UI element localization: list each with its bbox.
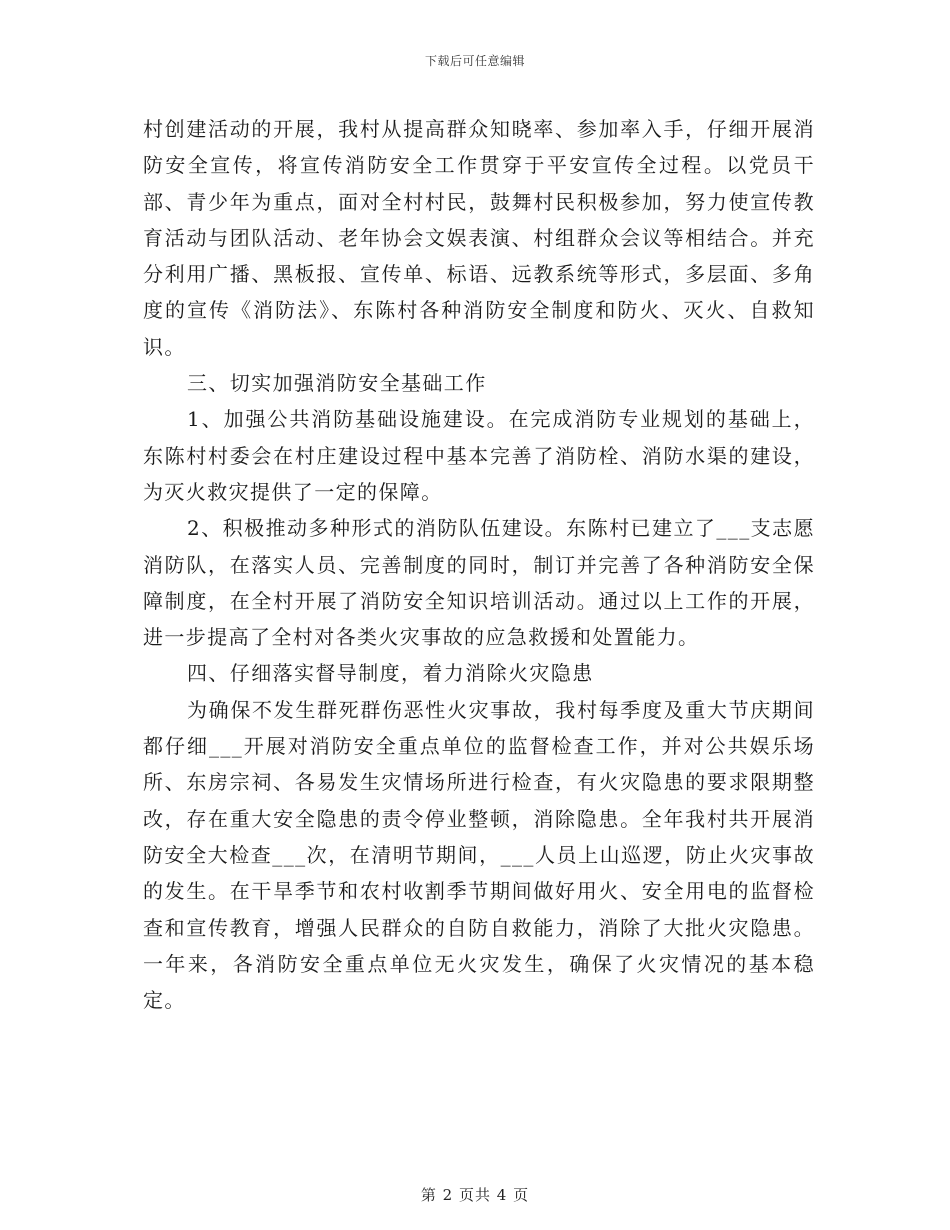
document-body bbox=[143, 111, 815, 1018]
paragraph-intro-continued: 村创建活动的开展，我村从提高群众知晓率、参加率入手，仔细开展消防安全宣传，将宣传消防安全工作贯穿于平安宣传全过程。以党员干部、青少年为重点，面对全村村民，鼓舞村民积极参加，努力使宣传教育活动与团队活动、老年协会文娱表演、村组群众会议等相结合。并充分利用广播、黑板报、宣传单、标语、远教系统等形式，多层面、多角度的宣传《消防法》、东陈村各种消防安全制度和防火、灭火、自救知识。 bbox=[143, 117, 815, 359]
section-heading-3: 三、切实加强消防安全基础工作 bbox=[187, 371, 487, 396]
paragraph-inspection: 为确保不发生群死群伤恶性火灾事故，我村每季度及重大节庆期间都仔细___开展对消防安全重点单位的监督检查工作，并对公共娱乐场所、东房宗祠、各易发生灾情场所进行检查，有火灾隐患的要求限期整改，存在重大安全隐患的责令停业整顿，消除隐患。全年我村共开展消防安全大检查___次，在清明节期间，___人员上山巡逻，防止火灾事故的发生。在干旱季节和农村收割季节期间做好用火、安全用电的监督检查和宣传教育，增强人民群众的自防自救能力，消除了大批火灾隐患。一年来，各消防安全重点单位无火灾发生，确保了火灾情况的基本稳定。 bbox=[143, 697, 815, 1013]
page-number-footer: 第 2 页共 4 页 bbox=[420, 1186, 530, 1204]
paragraph-fire-brigade: 2、积极推动多种形式的消防队伍建设。东陈村已建立了___支志愿消防队，在落实人员、完善制度的同时，制订并完善了各种消防安全保障制度，在全村开展了消防安全知识培训活动。通过以上工作的开展，进一步提高了全村对各类火灾事故的应急救援和处置能力。 bbox=[143, 516, 815, 650]
section-heading-4: 四、仔细落实督导制度，着力消除火灾隐患 bbox=[187, 661, 594, 686]
page-header: 下载后可任意编辑 bbox=[424, 54, 525, 68]
paragraph-infrastructure: 1、加强公共消防基础设施建设。在完成消防专业规划的基础上，东陈村村委会在村庄建设过程中基本完善了消防栓、消防水渠的建设，为灭火救灾提供了一定的保障。 bbox=[143, 407, 815, 504]
